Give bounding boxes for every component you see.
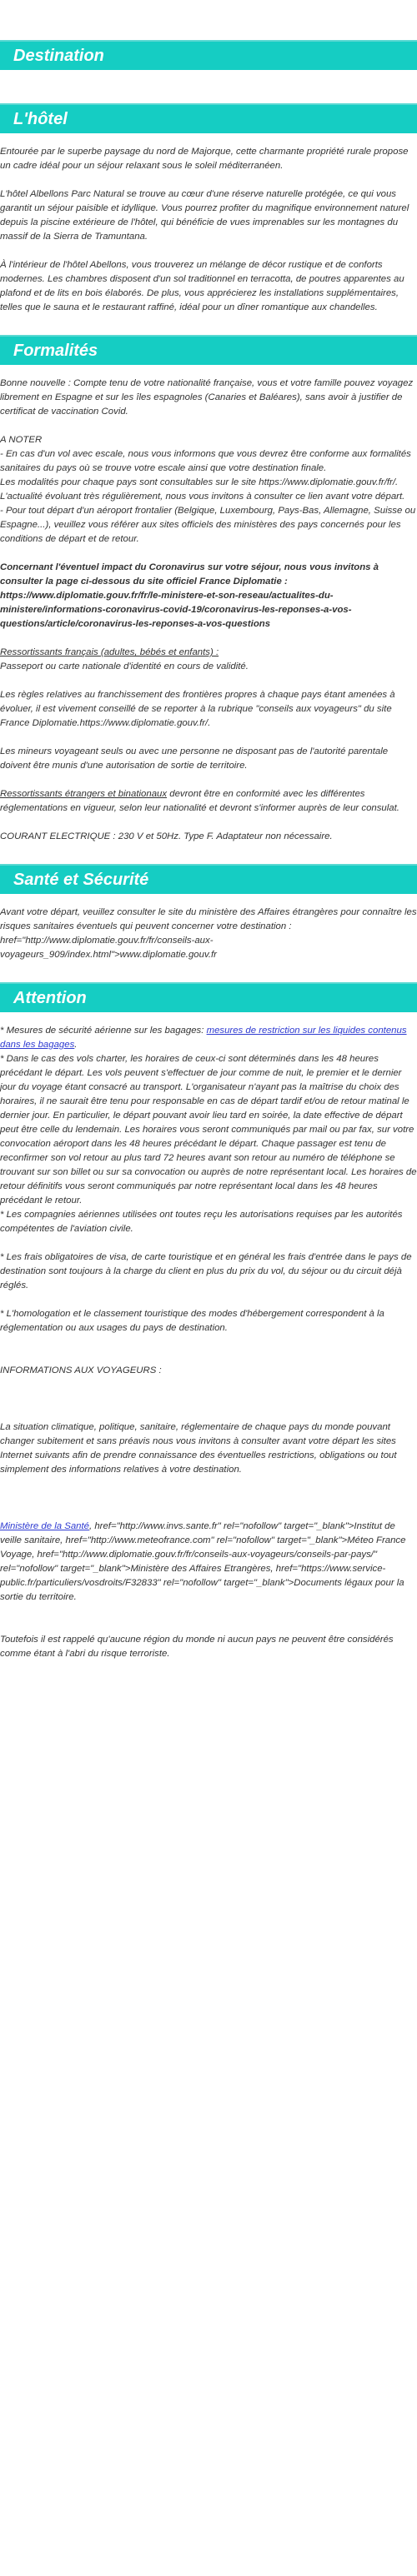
ministry-links-rest: , href="http://www.invs.sante.fr" rel="nofollow" target="_blank">Institut de veille sanitaire, href="http://www.meteofrance.com" rel="nofollow" target="_blank">Méteo France Voyage, href="http://www.diplomatie.gouv.fr/fr/conseils-aux-voyageurs/conseils-par-pays/" rel="nofollow" target="_blank">Ministère des Affaires Etrangères, href="https://www.service-public.fr/particuliers/vosdroits/F32833" rel="nofollow" target="_blank">Documents légaux pour la sortie du territoire. [0, 1521, 406, 1602]
note-line-layover: - En cas d'un vol avec escale, nous vous informons que vous devrez être conforme aux formalités sanitaires du pays où se trouve votre escale ainsi que votre destination finale. [0, 449, 411, 473]
hotel-heading: L'hôtel [0, 103, 417, 133]
fees-text: * Les frais obligatoires de visa, de carte touristique et en général les frais d'entrée dans le pays de destination sont toujours à la charge du client en plus du prix du vol, du séjour ou du circuit déjà réglés. [0, 1252, 412, 1290]
flight-schedule-text: * Dans le cas des vols charter, les horaires de ceux-ci sont déterminés dans les 48 heures précédant le départ. Les vols peuvent s'effectuer de jour comme de nuit, le premier et le dernier jour du voyage étant consacré au transport. L'organisateur n'ayant pas la maîtrise du choix des horaires, il ne saurait être tenu pour responsable en cas de départ tardif et/ou de retour matinal le dernier jour. En particulier, le départ pouvant avoir lieu tard en soirée, la date effective de départ peut être celle du lendemain. Les horaires vous seront communiqués par mail ou par fax, sur votre convocation aéroport dans les 48 heures précédant le départ. Chaque passager est tenu de reconfirmer son vol retour au plus tard 72 heures avant son retour au numéro de téléphone se trouvant sur son billet ou sur sa convocation ou auprès de notre représentant local. Les horaires de retour définitifs vous seront communiqués par notre représentant local dans les 48 heures précédant le retour. [0, 1054, 417, 1206]
covid-notice: Concernant l'éventuel impact du Coronavirus sur votre séjour, nous vous invitons à consulter la page ci-dessous du site officiel France Diplomatie : https://www.diplomatie.gouv.fr/fr/le-ministere-et-son-reseau/actualites-du-ministere/informations-coronavirus-covid-19/coronavirus-les-reponses-a-vos-questions/article/coronavirus-les-reponses-a-vos-questions [0, 562, 379, 629]
spacer [0, 1505, 417, 1520]
hotel-paragraph-3: À l'intérieur de l'hôtel Abellons, vous trouverez un mélange de décor rustique et de conforts modernes. Les chambres disposent d'un sol traditionnel en terracotta, de poutres apparentes au plafond et de lits en bois élaborés. De plus, vous apprécierez les installations supplémentaires, telles que le sauna et le restaurant raffiné, idéal pour un dîner romantique aux chandelles. [0, 260, 404, 312]
security-suffix: . [74, 1040, 78, 1050]
health-content [0, 894, 417, 982]
attention-heading: Attention [0, 982, 417, 1012]
formalities-note [0, 433, 417, 547]
terrorism-notice: Toutefois il est rappelé qu'aucune région du monde ni aucun pays ne peuvent être considérés comme étant à l'abri du risque terroriste. [0, 1635, 394, 1659]
spacer [0, 1619, 417, 1633]
note-title: A NOTER [0, 435, 43, 445]
attention-content [0, 1012, 417, 1681]
security-prefix: * Mesures de sécurité aérienne sur les bagages: [0, 1026, 207, 1036]
destination-spacer [0, 70, 417, 103]
residents-foreign-label: Ressortissants étrangers et binationaux [0, 789, 168, 799]
formalities-good-news: Bonne nouvelle : Compte tenu de votre nationalité française, vous et votre famille pouvez voyagez librement en Espagne et sur les îles espagnoles (Canaries et Baléares), sans avoir à justifier de certificat de vaccination Covid. [0, 378, 414, 417]
border-rules: Les règles relatives au franchissement des frontières propres à chaque pays étant amenées à évoluer, il est vivement conseillé de se reporter à la rubrique "conseils aux voyageurs" du site France Diplomatie.https://www.diplomatie.gouv.fr/. [0, 690, 395, 728]
info-title: INFORMATIONS AUX VOYAGEURS : [0, 1365, 162, 1375]
note-line-modalities: Les modalités pour chaque pays sont consultables sur le site https://www.diplomatie.gouv.fr/fr/. L'actualité évoluant très régulièrement, nous vous invitons à consulter ce lien avant votre départ. [0, 477, 405, 502]
formalities-heading: Formalités [0, 335, 417, 365]
electric-current: COURANT ELECTRIQUE : 230 V et 50Hz. Type F. Adaptateur non nécessaire. [0, 831, 333, 841]
health-heading: Santé et Sécurité [0, 864, 417, 894]
health-text: Avant votre départ, veuillez consulter le site du ministère des Affaires étrangères pour connaître les risques sanitaires éventuels qui peuvent concerner votre destination : href="http://www.diplomatie.gouv.fr/fr/conseils-aux-voyageurs_909/index.html">www.diplomatie.gouv.fr [0, 907, 417, 960]
spacer [0, 1406, 417, 1420]
minors-rules: Les mineurs voyageant seuls ou avec une personne ne disposant pas de l'autorité parentale doivent être munis d'une autorisation de sortie de territoire. [0, 746, 389, 771]
residents-fr-text: Passeport ou carte nationale d'identité en cours de validité. [0, 661, 249, 671]
residents-fr [0, 646, 417, 674]
liquids-restriction-link[interactable]: mesures de restriction sur les liquides contenus dans les bagages [0, 1026, 407, 1050]
residents-fr-label: Ressortissants français (adultes, bébés et enfants) : [0, 647, 219, 657]
note-line-border-airport: - Pour tout départ d'un aéroport frontalier (Belgique, Luxembourg, Pays-Bas, Allemagne, Suisse ou Espagne...), veuillez vous référer aux sites officiels des ministères des pays concernés pour les conditions de départ et de retour. [0, 506, 416, 544]
hotel-paragraph-2: L'hôtel Albellons Parc Natural se trouve au cœur d'une réserve naturelle protégée, ce qui vous garantit un séjour paisible et idyllique. Vous pourrez profiter du magnifique environnement naturel depuis la piscine extérieure de l'hôtel, qui bénéficie de vues imprenables sur les montagnes du massif de la Sierra de Tramuntana. [0, 189, 409, 242]
residents-foreign-text: devront être en conformité avec les différentes réglementations en vigueur, selon leur nationalité et devront s'informer auprès de leur consulat. [0, 789, 399, 813]
spacer [0, 1392, 417, 1406]
spacer [0, 1491, 417, 1505]
ministry-links [0, 1520, 417, 1605]
residents-foreign [0, 787, 417, 816]
homologation-text: * L'homologation et le classement touristique des modes d'hébergement correspondent à la réglementation ou aux usages du pays de destination. [0, 1309, 384, 1333]
airlines-text: * Les compagnies aériennes utilisées ont toutes reçu les autorisations requises par les autorités compétentes de l'aviation civile. [0, 1210, 403, 1234]
ministry-health-link[interactable]: Ministère de la Santé [0, 1521, 90, 1531]
destination-heading: Destination [0, 40, 417, 70]
spacer [0, 1350, 417, 1364]
formalities-content [0, 365, 417, 864]
situation-text: La situation climatique, politique, sanitaire, réglementaire de chaque pays du monde pouvant changer subitement et sans préavis nous vous invitons à consulter avant votre départ les sites Internet suivants afin de prendre connaissance des éventuelles restrictions, obligations ou tout simplement des informations relatives à votre destination. [0, 1422, 397, 1475]
hotel-description [0, 133, 417, 335]
security-measures [0, 1024, 417, 1052]
hotel-paragraph-1: Entourée par le superbe paysage du nord de Majorque, cette charmante propriété rurale propose un cadre idéal pour un séjour relaxant sous le soleil méditerranéen. [0, 147, 409, 171]
